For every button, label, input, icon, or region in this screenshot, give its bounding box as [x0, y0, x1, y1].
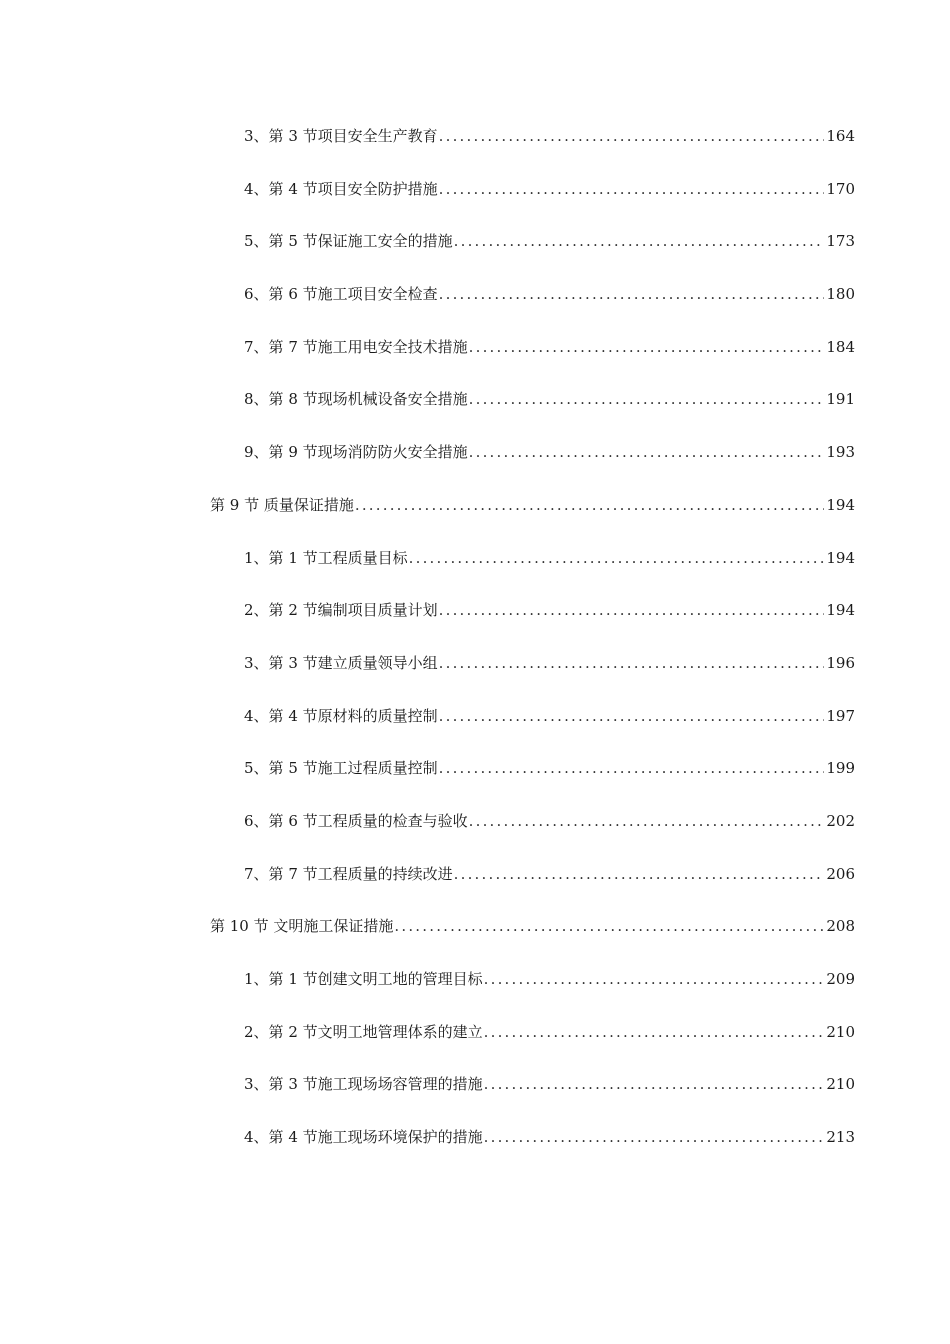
toc-entry-page: 193: [826, 443, 855, 462]
dot-leader: [355, 495, 825, 515]
toc-entry-page: 202: [826, 811, 855, 830]
toc-entry[interactable]: [0, 797, 950, 850]
toc-entry-number: 6、: [244, 811, 269, 830]
toc-entry-page: 206: [826, 864, 855, 883]
toc-entry-title: 第 5 节施工过程质量控制: [268, 759, 438, 778]
toc-entry-page: 208: [826, 917, 855, 936]
dot-leader: [484, 969, 825, 989]
toc-entry-number: 2、: [244, 601, 269, 620]
toc-entry[interactable]: [0, 112, 950, 165]
dot-leader: [439, 284, 825, 304]
toc-entry[interactable]: [0, 1113, 950, 1166]
toc-entry-number: 3、: [244, 1075, 269, 1094]
toc-entry-page: 173: [826, 232, 855, 251]
toc-entry-title: 第 1 节工程质量目标: [268, 548, 408, 567]
toc-section-title: 第 9 节 质量保证措施: [210, 495, 354, 514]
toc-entry-number: 4、: [244, 179, 269, 198]
toc-entry-page: 197: [826, 706, 855, 725]
dot-leader: [439, 706, 825, 726]
toc-entry-title: 第 4 节项目安全防护措施: [268, 179, 438, 198]
toc-entry-title: 第 3 节项目安全生产教育: [268, 127, 438, 145]
toc-entry-number: 4、: [244, 706, 269, 725]
toc-entry[interactable]: [0, 428, 950, 481]
toc-entry-title: 第 8 节现场机械设备安全措施: [268, 390, 468, 409]
dot-leader: [454, 864, 825, 884]
toc-entry-number: 6、: [244, 285, 269, 304]
dot-leader: [439, 758, 825, 778]
toc-entry[interactable]: [0, 165, 950, 218]
toc-entry[interactable]: [0, 270, 950, 323]
table-of-contents: [0, 112, 950, 1166]
toc-entry-title: 第 9 节现场消防防火安全措施: [268, 443, 468, 462]
toc-entry-number: 7、: [244, 337, 269, 356]
toc-entry[interactable]: [0, 323, 950, 376]
toc-entry-page: 170: [826, 179, 855, 198]
toc-entry-page: 184: [826, 337, 855, 356]
toc-entry-title: 第 4 节施工现场环境保护的措施: [268, 1128, 483, 1147]
toc-entry-title: 第 6 节施工项目安全检查: [268, 285, 438, 304]
toc-section-entry[interactable]: [0, 902, 950, 955]
toc-entry-title: 第 2 节文明工地管理体系的建立: [268, 1022, 483, 1041]
toc-entry[interactable]: [0, 375, 950, 428]
toc-entry-number: 3、: [244, 653, 269, 672]
toc-entry-page: 194: [826, 548, 855, 567]
toc-entry-title: 第 4 节原材料的质量控制: [268, 706, 438, 725]
dot-leader: [439, 179, 825, 199]
dot-leader: [469, 337, 825, 357]
toc-entry-page: 180: [826, 285, 855, 304]
toc-entry-number: 5、: [244, 759, 269, 778]
toc-entry-title: 第 7 节工程质量的持续改进: [268, 864, 453, 883]
toc-entry[interactable]: [0, 639, 950, 692]
toc-section-title: 第 10 节 文明施工保证措施: [210, 917, 394, 936]
toc-entry-title: 第 5 节保证施工安全的措施: [268, 232, 453, 251]
dot-leader: [469, 389, 825, 409]
dot-leader: [409, 548, 825, 568]
toc-entry-number: 3、: [244, 127, 269, 145]
toc-entry[interactable]: [0, 955, 950, 1008]
toc-entry[interactable]: [0, 692, 950, 745]
toc-entry[interactable]: [0, 1060, 950, 1113]
toc-entry-page: 209: [826, 970, 855, 988]
toc-entry-title: 第 7 节施工用电安全技术措施: [268, 337, 468, 356]
dot-leader: [484, 1022, 825, 1042]
toc-entry-page: 194: [826, 601, 855, 620]
toc-entry-title: 第 3 节建立质量领导小组: [268, 653, 438, 672]
toc-entry-title: 第 6 节工程质量的检查与验收: [268, 811, 468, 830]
toc-entry-title: 第 1 节创建文明工地的管理目标: [268, 970, 483, 988]
toc-entry-page: 213: [826, 1128, 855, 1147]
toc-entry-number: 1、: [244, 970, 269, 988]
dot-leader: [454, 231, 825, 251]
dot-leader: [439, 653, 825, 673]
toc-entry-page: 164: [826, 127, 855, 145]
toc-entry-number: 2、: [244, 1022, 269, 1041]
toc-entry-number: 5、: [244, 232, 269, 251]
dot-leader: [484, 1127, 825, 1147]
toc-entry[interactable]: [0, 586, 950, 639]
toc-entry[interactable]: [0, 850, 950, 903]
toc-entry-page: 210: [826, 1022, 855, 1041]
dot-leader: [439, 600, 825, 620]
toc-entry-title: 第 3 节施工现场场容管理的措施: [268, 1075, 483, 1094]
toc-entry[interactable]: [0, 217, 950, 270]
toc-entry-number: 7、: [244, 864, 269, 883]
toc-entry-number: 4、: [244, 1128, 269, 1147]
dot-leader: [469, 811, 825, 831]
toc-entry[interactable]: [0, 744, 950, 797]
dot-leader: [394, 916, 824, 936]
toc-section-entry[interactable]: [0, 481, 950, 534]
toc-entry-title: 第 2 节编制项目质量计划: [268, 601, 438, 620]
toc-entry[interactable]: [0, 1008, 950, 1061]
toc-entry-number: 1、: [244, 548, 269, 567]
toc-entry-number: 9、: [244, 443, 269, 462]
dot-leader: [484, 1074, 825, 1094]
toc-entry[interactable]: [0, 534, 950, 587]
toc-entry-page: 199: [826, 759, 855, 778]
dot-leader: [469, 442, 825, 462]
toc-entry-page: 194: [826, 495, 855, 514]
toc-entry-number: 8、: [244, 390, 269, 409]
toc-entry-page: 210: [826, 1075, 855, 1094]
toc-entry-page: 191: [826, 390, 855, 409]
dot-leader: [439, 126, 825, 146]
toc-entry-page: 196: [826, 653, 855, 672]
